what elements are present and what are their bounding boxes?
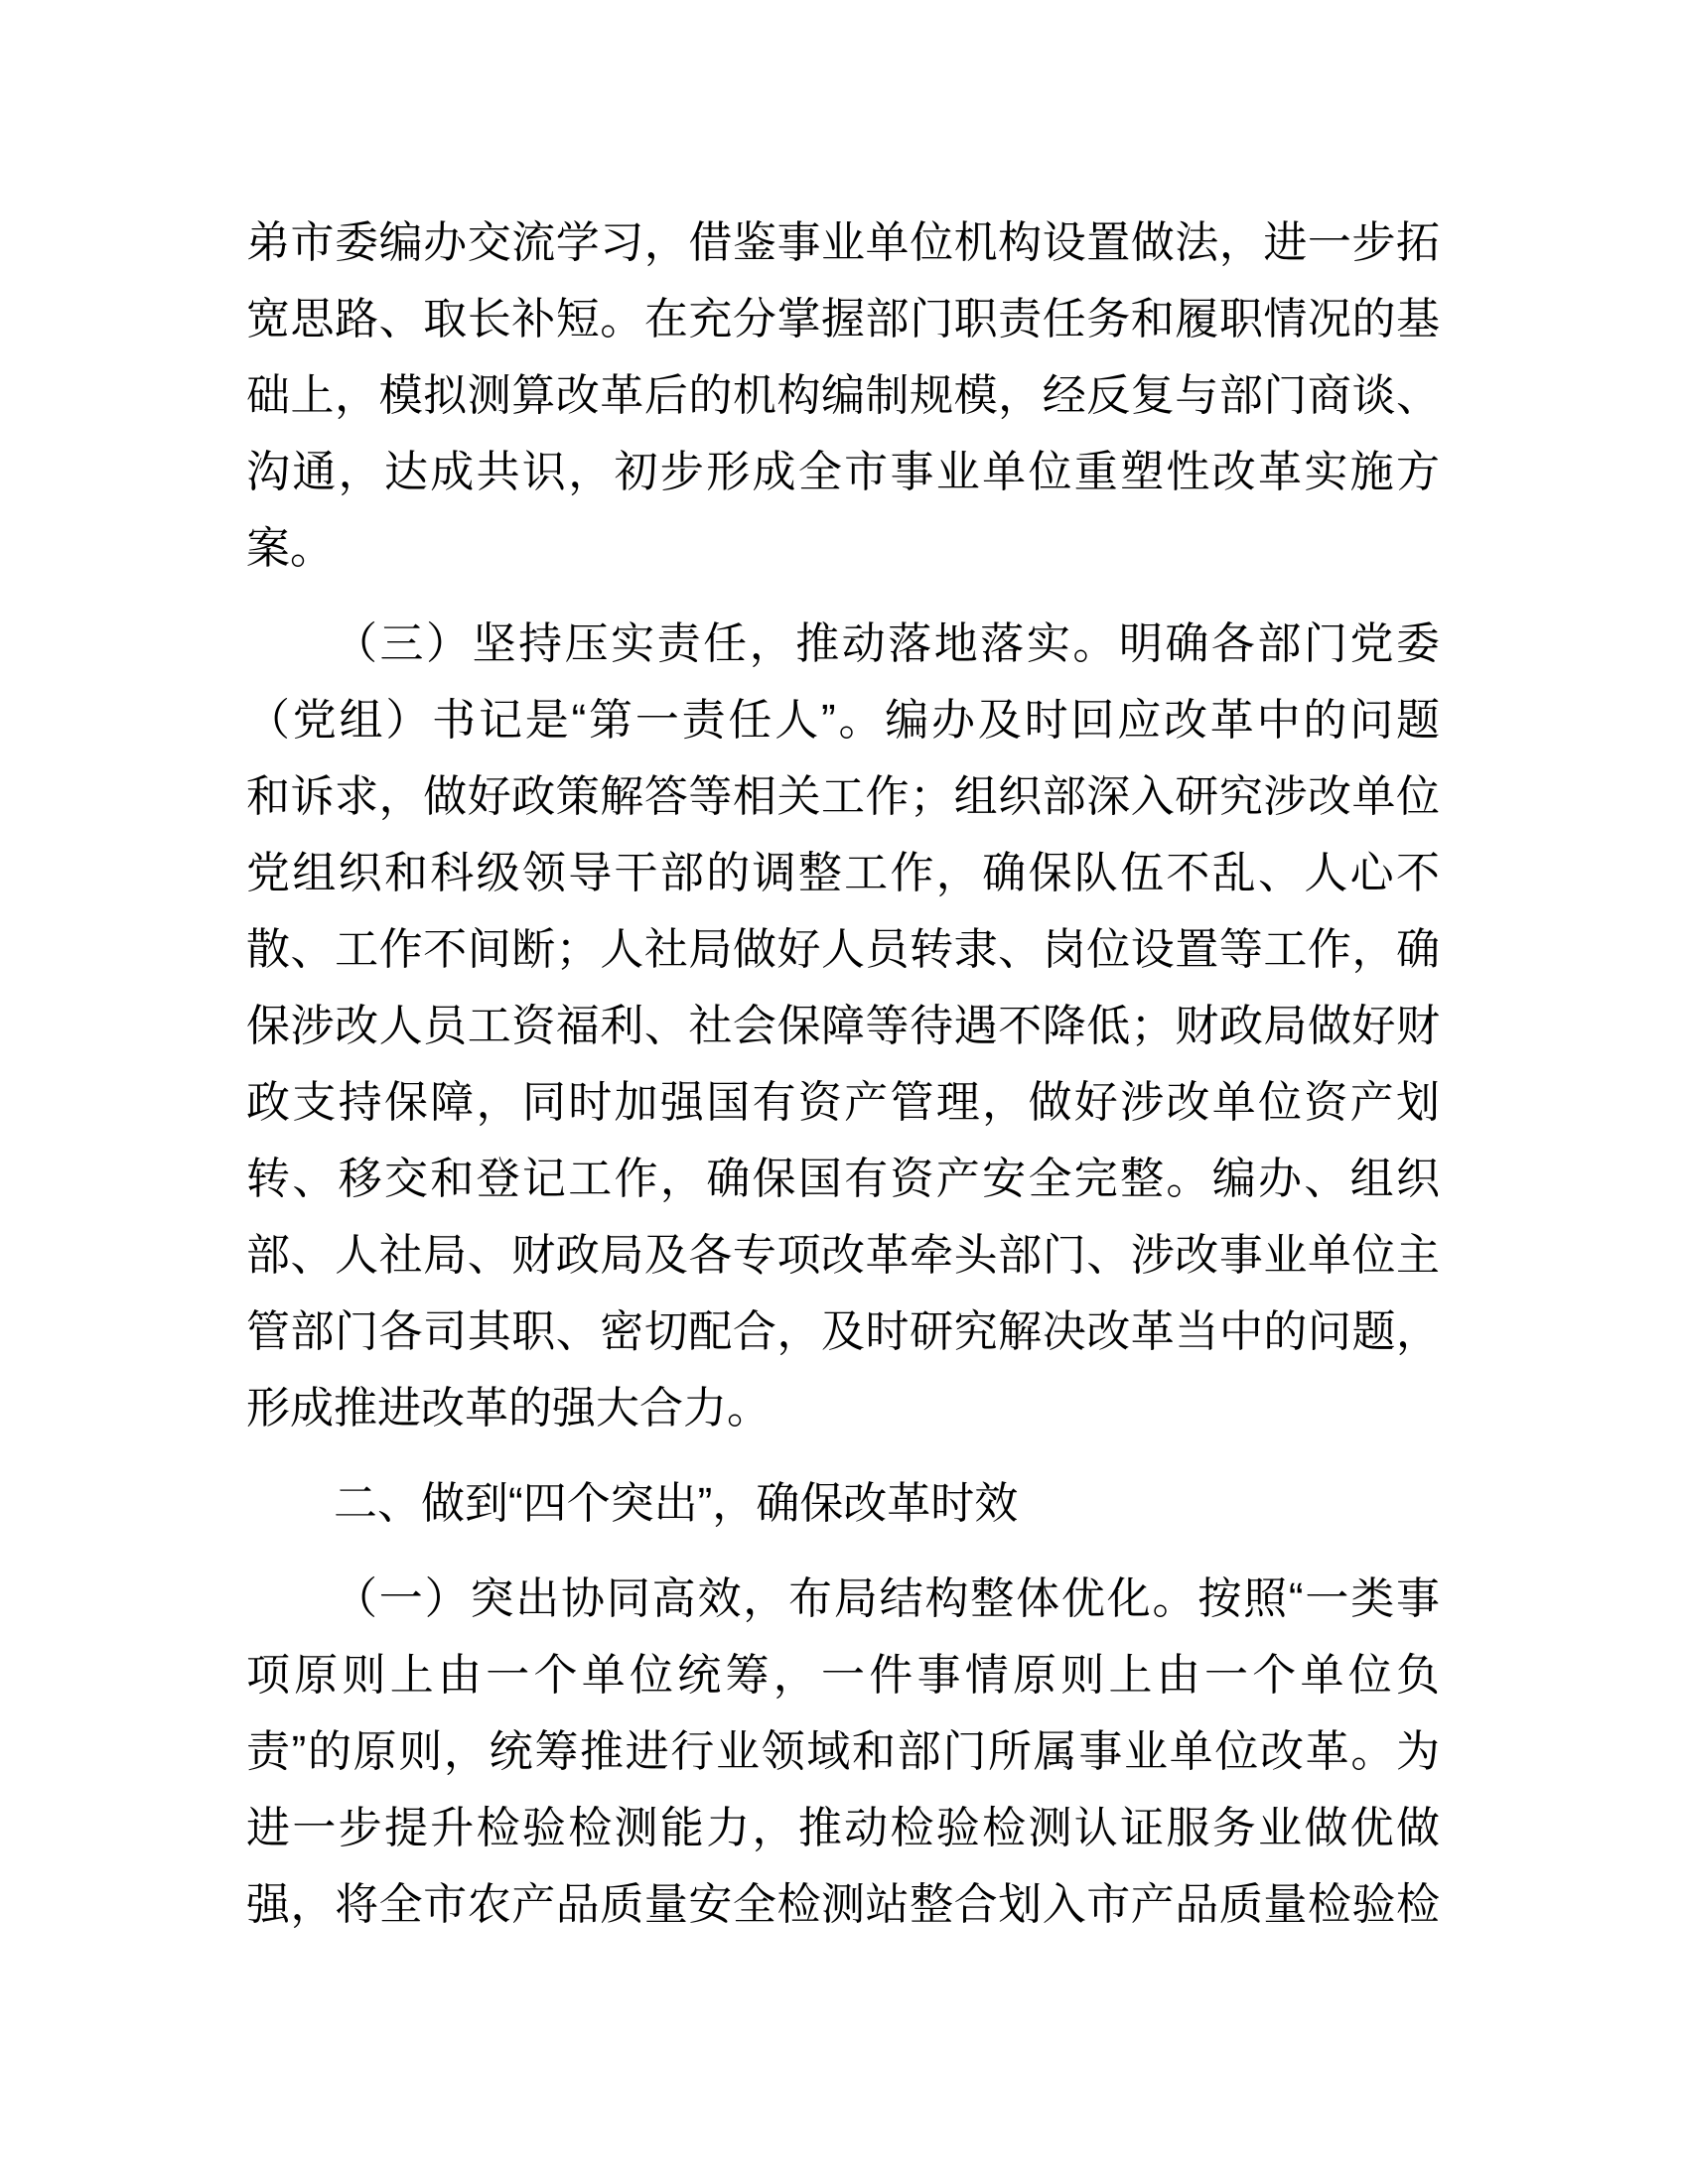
text-line: （三）坚持压实责任，推动落地落实。明确各部门党委 — [334, 619, 1440, 668]
page-content — [246, 205, 1440, 1943]
text-line: 形成推进改革的强大合力。 — [246, 1384, 771, 1433]
section-heading: 二、做到“四个突出”，确保改革时效 — [334, 1479, 1019, 1528]
text-line: （党组）书记是“第一责任人”。编办及时回应改革中的问题 — [246, 696, 1440, 745]
text-line: 党组织和科级领导干部的调整工作，确保队伍不乱、人心不 — [246, 849, 1440, 897]
text-line: 案。 — [246, 524, 334, 573]
text-line: 保涉改人员工资福利、社会保障等待遇不降低；财政局做好财 — [246, 1002, 1440, 1050]
text-line: 政支持保障，同时加强国有资产管理，做好涉改单位资产划 — [246, 1078, 1440, 1127]
text-line: 和诉求，做好政策解答等相关工作；组织部深入研究涉改单位 — [246, 772, 1440, 821]
text-line: 强，将全市农产品质量安全检测站整合划入市产品质量检验检 — [246, 1880, 1440, 1929]
text-line: 管部门各司其职、密切配合，及时研究解决改革当中的问题， — [246, 1307, 1440, 1356]
text-line: 进一步提升检验检测能力，推动检验检测认证服务业做优做 — [246, 1804, 1440, 1852]
text-line: 散、工作不间断；人社局做好人员转隶、岗位设置等工作，确 — [246, 925, 1440, 974]
text-line: 沟通，达成共识，初步形成全市事业单位重塑性改革实施方 — [246, 448, 1440, 496]
text-line: 转、移交和登记工作，确保国有资产安全完整。编办、组织 — [246, 1155, 1440, 1203]
text-line: 础上，模拟测算改革后的机构编制规模，经反复与部门商谈、 — [246, 371, 1440, 420]
paragraph — [246, 606, 1440, 1446]
text-line: 宽思路、取长补短。在充分掌握部门职责任务和履职情况的基 — [246, 295, 1440, 343]
text-line: （一）突出协同高效，布局结构整体优化。按照“一类事 — [334, 1574, 1440, 1623]
paragraph — [246, 1561, 1440, 1943]
text-line: 责”的原则，统筹推进行业领域和部门所属事业单位改革。为 — [246, 1727, 1440, 1776]
paragraph — [246, 1465, 1440, 1542]
text-line: 项原则上由一个单位统筹，一件事情原则上由一个单位负 — [246, 1651, 1440, 1700]
paragraph — [246, 205, 1440, 587]
text-line: 部、人社局、财政局及各专项改革牵头部门、涉改事业单位主 — [246, 1231, 1440, 1280]
text-line: 弟市委编办交流学习，借鉴事业单位机构设置做法，进一步拓 — [246, 218, 1440, 267]
